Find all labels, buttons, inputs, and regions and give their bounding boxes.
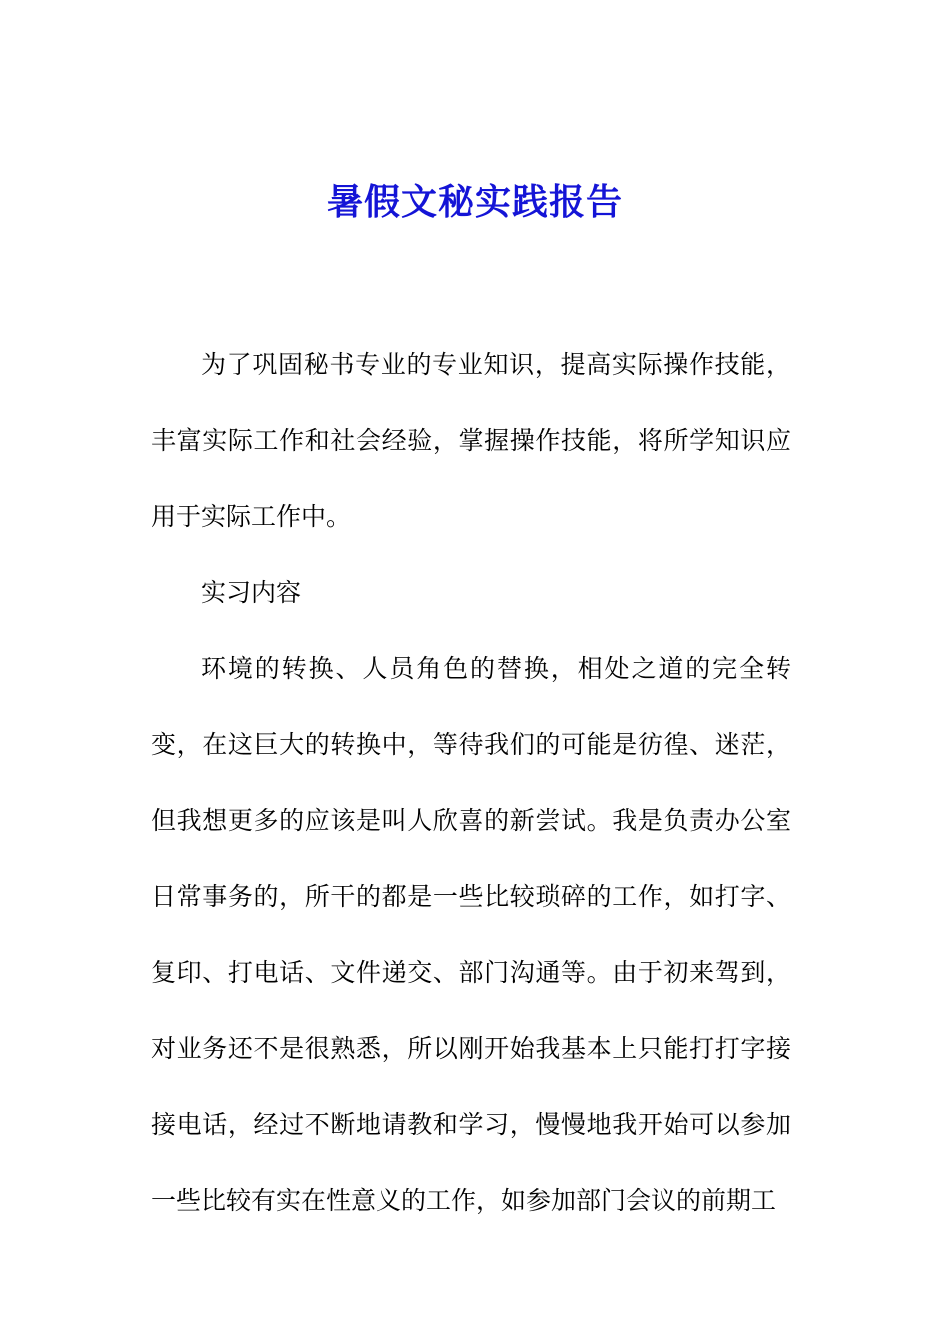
section-heading-internship-content: 实习内容 xyxy=(201,578,302,607)
paragraph-work-description: 环境的转换、人员角色的替换，相处之道的完全转变，在这巨大的转换中，等待我们的可能是彷徨、迷茫，但我想更多的应该是叫人欣喜的新尝试。我是负责办公室日常事务的，所干的都是一些比较琐碎的工作，如打字、复印、打电话、文件递交、部门沟通等。由于初来驾到，对业务还不是很熟悉，所以刚开始我基本上只能打打字接接电话，经过不断地请教和学习，慢慢地我开始可以参加一些比较有实在性意义的工作，如参加部门会议的前期工 xyxy=(151,654,791,1215)
document-body xyxy=(151,327,791,1239)
paragraph-purpose: 为了巩固秘书专业的专业知识，提高实际操作技能，丰富实际工作和社会经验，掌握操作技能，将所学知识应用于实际工作中。 xyxy=(151,350,791,531)
document-title: 暑假文秘实践报告 xyxy=(326,181,623,223)
